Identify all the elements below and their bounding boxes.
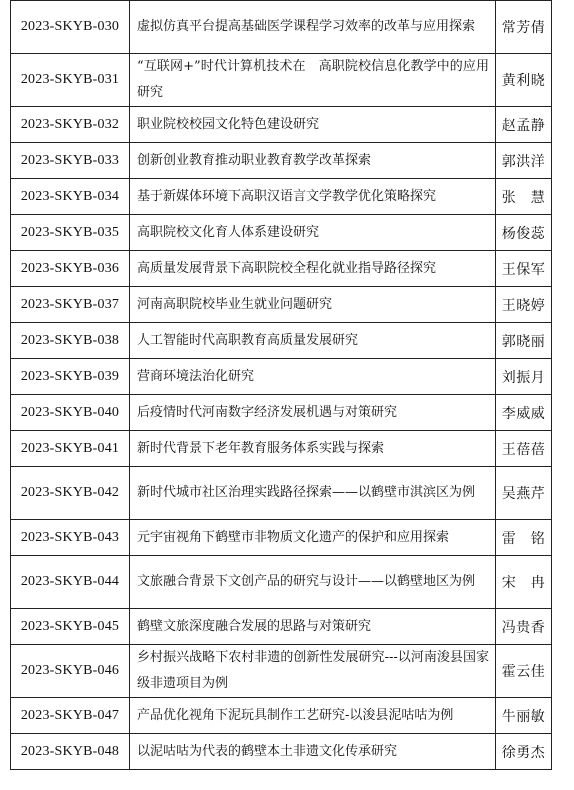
project-code-cell: 2023-SKYB-037 xyxy=(11,287,130,323)
project-author-cell: 王保军 xyxy=(496,251,552,287)
project-title-cell: 河南高职院校毕业生就业问题研究 xyxy=(130,287,496,323)
project-author-cell: 李威威 xyxy=(496,395,552,431)
table-row xyxy=(11,54,552,107)
project-title-cell: 元宇宙视角下鹤壁市非物质文化遗产的保护和应用探索 xyxy=(130,520,496,556)
project-code-cell: 2023-SKYB-043 xyxy=(11,520,130,556)
project-title-cell: 文旅融合背景下文创产品的研究与设计——以鹤壁地区为例 xyxy=(130,556,496,609)
project-title-cell: 基于新媒体环境下高职汉语言文学教学优化策略探究 xyxy=(130,179,496,215)
table-row xyxy=(11,556,552,609)
project-title-cell: 乡村振兴战略下农村非遗的创新性发展研究---以河南浚县国家级非遗项目为例 xyxy=(130,645,496,698)
table-row xyxy=(11,251,552,287)
project-author-cell: 冯贵香 xyxy=(496,609,552,645)
project-title-cell: 鹤壁文旅深度融合发展的思路与对策研究 xyxy=(130,609,496,645)
project-code-cell: 2023-SKYB-032 xyxy=(11,107,130,143)
project-code-cell: 2023-SKYB-039 xyxy=(11,359,130,395)
table-row xyxy=(11,395,552,431)
project-code-cell: 2023-SKYB-035 xyxy=(11,215,130,251)
project-author-cell: 黄利晓 xyxy=(496,54,552,107)
project-title-cell: 新时代背景下老年教育服务体系实践与探索 xyxy=(130,431,496,467)
project-title-cell: 产品优化视角下泥玩具制作工艺研究-以浚县泥咕咕为例 xyxy=(130,698,496,734)
project-code-cell: 2023-SKYB-048 xyxy=(11,734,130,770)
project-author-cell: 郭晓丽 xyxy=(496,323,552,359)
project-author-cell: 张 慧 xyxy=(496,179,552,215)
table-row xyxy=(11,609,552,645)
project-author-cell: 霍云佳 xyxy=(496,645,552,698)
project-code-cell: 2023-SKYB-042 xyxy=(11,467,130,520)
project-title-cell: 人工智能时代高职教育高质量发展研究 xyxy=(130,323,496,359)
project-title-cell: 后疫情时代河南数字经济发展机遇与对策研究 xyxy=(130,395,496,431)
project-title-cell: 营商环境法治化研究 xyxy=(130,359,496,395)
project-title-cell: 职业院校校园文化特色建设研究 xyxy=(130,107,496,143)
project-title-cell: 高质量发展背景下高职院校全程化就业指导路径探究 xyxy=(130,251,496,287)
table-row xyxy=(11,734,552,770)
project-code-cell: 2023-SKYB-044 xyxy=(11,556,130,609)
project-author-cell: 徐勇杰 xyxy=(496,734,552,770)
project-author-cell: 牛丽敏 xyxy=(496,698,552,734)
project-title-cell: “互联网+”时代计算机技术在 高职院校信息化教学中的应用研究 xyxy=(130,54,496,107)
project-code-cell: 2023-SKYB-030 xyxy=(11,1,130,54)
project-author-cell: 王晓婷 xyxy=(496,287,552,323)
table-row xyxy=(11,645,552,698)
project-code-cell: 2023-SKYB-047 xyxy=(11,698,130,734)
project-author-cell: 常芳倩 xyxy=(496,1,552,54)
table-row xyxy=(11,107,552,143)
project-code-cell: 2023-SKYB-045 xyxy=(11,609,130,645)
table-row xyxy=(11,467,552,520)
table-row xyxy=(11,215,552,251)
project-code-cell: 2023-SKYB-040 xyxy=(11,395,130,431)
project-table xyxy=(10,0,552,770)
project-code-cell: 2023-SKYB-046 xyxy=(11,645,130,698)
table-row xyxy=(11,323,552,359)
project-table-body xyxy=(11,1,552,770)
project-title-cell: 以泥咕咕为代表的鹤壁本土非遗文化传承研究 xyxy=(130,734,496,770)
project-title-cell: 新时代城市社区治理实践路径探索——以鹤壁市淇滨区为例 xyxy=(130,467,496,520)
project-title-cell: 高职院校文化育人体系建设研究 xyxy=(130,215,496,251)
project-code-cell: 2023-SKYB-038 xyxy=(11,323,130,359)
project-author-cell: 王蓓蓓 xyxy=(496,431,552,467)
project-code-cell: 2023-SKYB-034 xyxy=(11,179,130,215)
table-row xyxy=(11,431,552,467)
table-row xyxy=(11,1,552,54)
project-author-cell: 吴燕芹 xyxy=(496,467,552,520)
project-title-cell: 创新创业教育推动职业教育教学改革探索 xyxy=(130,143,496,179)
table-row xyxy=(11,698,552,734)
table-row xyxy=(11,520,552,556)
project-author-cell: 雷 铭 xyxy=(496,520,552,556)
table-row xyxy=(11,179,552,215)
project-author-cell: 郭洪洋 xyxy=(496,143,552,179)
table-row xyxy=(11,287,552,323)
project-code-cell: 2023-SKYB-041 xyxy=(11,431,130,467)
table-row xyxy=(11,359,552,395)
project-author-cell: 杨俊蕊 xyxy=(496,215,552,251)
project-author-cell: 刘振月 xyxy=(496,359,552,395)
project-code-cell: 2023-SKYB-036 xyxy=(11,251,130,287)
project-title-cell: 虚拟仿真平台提高基础医学课程学习效率的改革与应用探索 xyxy=(130,1,496,54)
table-row xyxy=(11,143,552,179)
project-code-cell: 2023-SKYB-031 xyxy=(11,54,130,107)
project-author-cell: 宋 冉 xyxy=(496,556,552,609)
project-author-cell: 赵孟静 xyxy=(496,107,552,143)
project-code-cell: 2023-SKYB-033 xyxy=(11,143,130,179)
